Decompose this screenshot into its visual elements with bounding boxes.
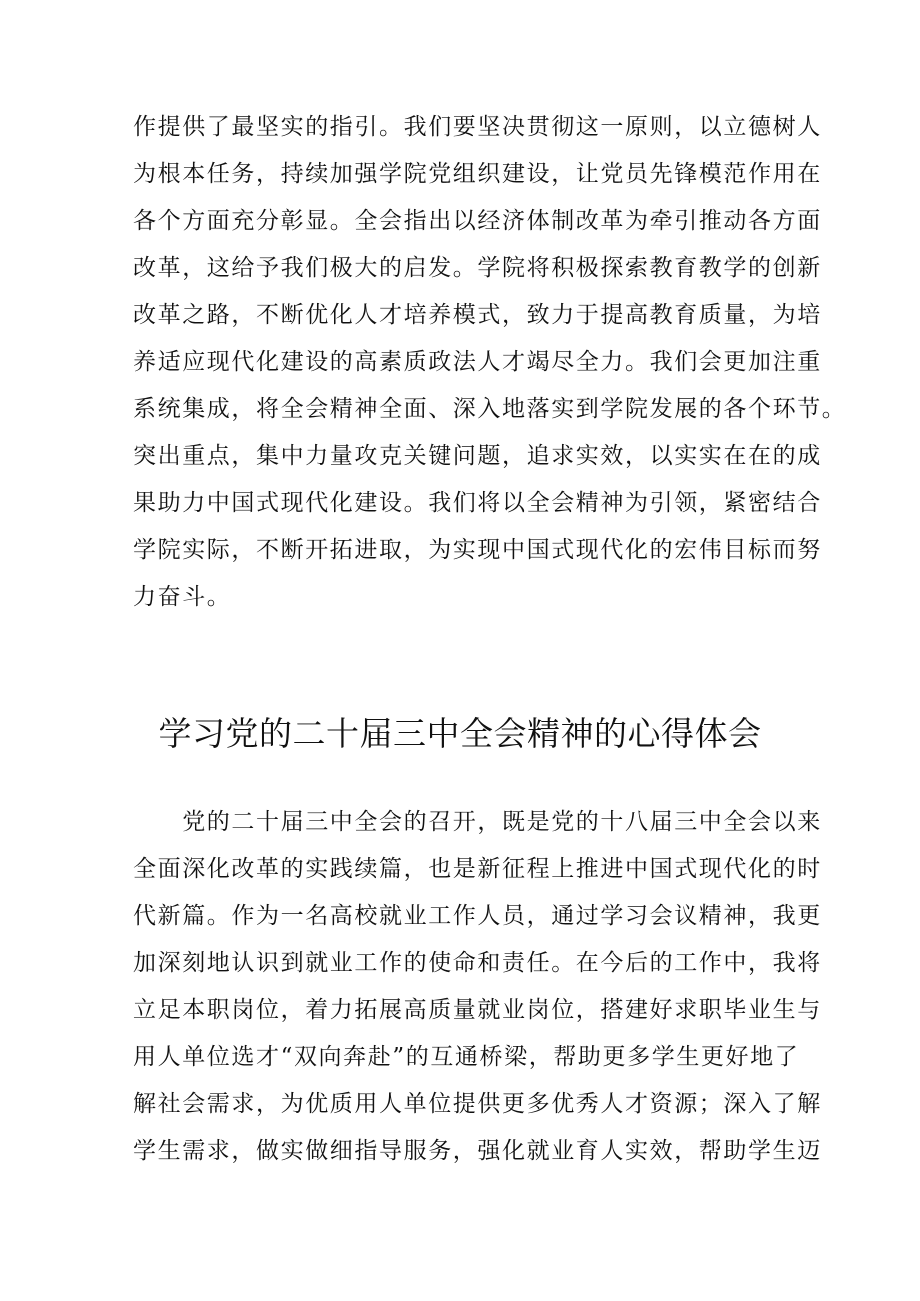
paragraph-line: 学生需求，做实做细指导服务，强化就业育人实效，帮助学生迈: [133, 1138, 822, 1164]
paragraph-line: 全面深化改革的实践续篇，也是新征程上推进中国式现代化的时: [133, 856, 822, 882]
paragraph-line: 用人单位选才“双向奔赴”的互通桥梁，帮助更多学生更好地了: [133, 1044, 800, 1070]
paragraph-line: 立足本职岗位，着力拓展高质量就业岗位，搭建好求职毕业生与: [133, 997, 822, 1023]
paragraph-line: 党的二十届三中全会的召开，既是党的十八届三中全会以来: [133, 809, 822, 835]
paragraph-line: 力奋斗。: [133, 584, 232, 610]
paragraph-line: 代新篇。作为一名高校就业工作人员，通过学习会议精神，我更: [133, 903, 822, 929]
paragraph-line: 为根本任务，持续加强学院党组织建设，让党员先锋模范作用在: [133, 161, 822, 187]
paragraph-line: 果助力中国式现代化建设。我们将以全会精神为引领，紧密结合: [133, 490, 822, 516]
paragraph-line: 作提供了最坚实的指引。我们要坚决贯彻这一原则，以立德树人: [133, 114, 822, 140]
paragraph-1: [133, 104, 847, 621]
paragraph-line: 学院实际，不断开拓进取，为实现中国式现代化的宏伟目标而努: [133, 537, 822, 563]
paragraph-line: 加深刻地认识到就业工作的使命和责任。在今后的工作中，我将: [133, 950, 822, 976]
paragraph-line: 解社会需求，为优质用人单位提供更多优秀人才资源；深入了解: [133, 1091, 822, 1117]
section-title: 学习党的二十届三中全会精神的心得体会: [158, 714, 762, 753]
paragraph-line: 突出重点，集中力量攻克关键问题，追求实效，以实实在在的成: [133, 443, 822, 469]
paragraph-line: 改革之路，不断优化人才培养模式，致力于提高教育质量，为培: [133, 302, 822, 328]
paragraph-2: [133, 799, 822, 1175]
paragraph-line: 养适应现代化建设的高素质政法人才竭尽全力。我们会更加注重: [133, 349, 822, 375]
paragraph-line: 系统集成，将全会精神全面、深入地落实到学院发展的各个环节。: [133, 396, 847, 422]
paragraph-line: 各个方面充分彰显。全会指出以经济体制改革为牵引推动各方面: [133, 208, 822, 234]
paragraph-line: 改革，这给予我们极大的启发。学院将积极探索教育教学的创新: [133, 255, 822, 281]
